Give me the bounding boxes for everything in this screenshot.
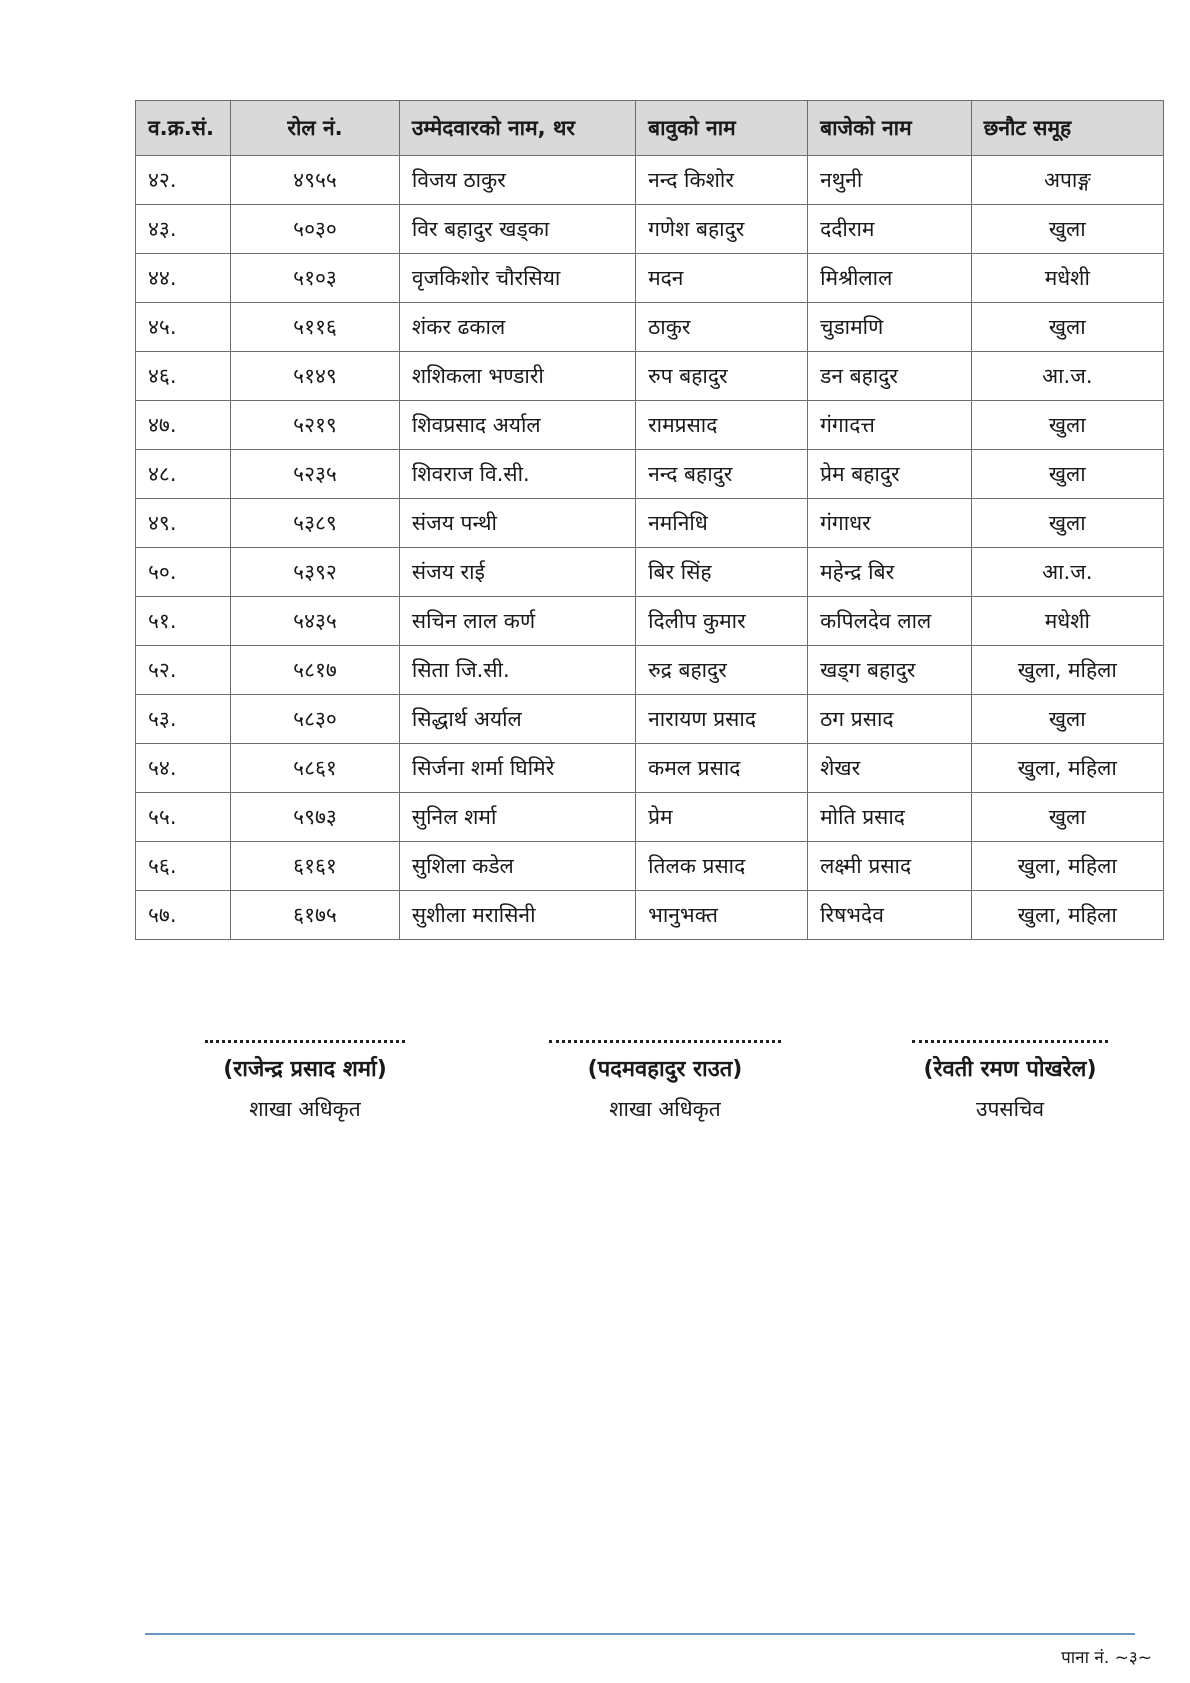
table-row xyxy=(136,793,1164,842)
cell-selection-group: अपाङ्ग xyxy=(971,156,1163,205)
table-row xyxy=(136,597,1164,646)
cell-candidate-name: वृजकिशोर चौरसिया xyxy=(399,254,635,303)
cell-grandfather-name: लक्ष्मी प्रसाद xyxy=(808,842,971,891)
cell-grandfather-name: कपिलदेव लाल xyxy=(808,597,971,646)
cell-candidate-name: सिता जि.सी. xyxy=(399,646,635,695)
cell-selection-group: खुला, महिला xyxy=(971,842,1163,891)
cell-grandfather-name: चुडामणि xyxy=(808,303,971,352)
cell-selection-group: खुला xyxy=(971,793,1163,842)
cell-father-name: कमल प्रसाद xyxy=(636,744,808,793)
cell-roll-number: ५११६ xyxy=(231,303,400,352)
header-father-name: बावुको नाम xyxy=(636,101,808,156)
cell-serial-number: ५०. xyxy=(136,548,231,597)
cell-roll-number: ५९७३ xyxy=(231,793,400,842)
table-row xyxy=(136,156,1164,205)
cell-grandfather-name: ददीराम xyxy=(808,205,971,254)
cell-candidate-name: शशिकला भण्डारी xyxy=(399,352,635,401)
signature-block-3 xyxy=(860,1040,1160,1123)
cell-grandfather-name: रिषभदेव xyxy=(808,891,971,940)
cell-serial-number: ४४. xyxy=(136,254,231,303)
cell-grandfather-name: प्रेम बहादुर xyxy=(808,450,971,499)
cell-roll-number: ५२१९ xyxy=(231,401,400,450)
cell-selection-group: आ.ज. xyxy=(971,352,1163,401)
cell-grandfather-name: ठग प्रसाद xyxy=(808,695,971,744)
cell-serial-number: ५५. xyxy=(136,793,231,842)
signatory-title: उपसचिव xyxy=(975,1097,1045,1121)
header-grandfather-name: बाजेको नाम xyxy=(808,101,971,156)
cell-selection-group: मधेशी xyxy=(971,597,1163,646)
signatory-title: शाखा अधिकृत xyxy=(249,1097,361,1121)
cell-father-name: नारायण प्रसाद xyxy=(636,695,808,744)
table-row xyxy=(136,303,1164,352)
signatory-title: शाखा अधिकृत xyxy=(609,1097,721,1121)
signatory-name: (पदमवहादुर राउत) xyxy=(587,1057,743,1082)
cell-grandfather-name: खड्ग बहादुर xyxy=(808,646,971,695)
signatory-name: (राजेन्द्र प्रसाद शर्मा) xyxy=(223,1057,387,1082)
cell-roll-number: ५८६१ xyxy=(231,744,400,793)
cell-serial-number: ५३. xyxy=(136,695,231,744)
cell-father-name: बिर सिंह xyxy=(636,548,808,597)
cell-selection-group: खुला xyxy=(971,450,1163,499)
cell-selection-group: खुला, महिला xyxy=(971,744,1163,793)
cell-selection-group: खुला xyxy=(971,499,1163,548)
cell-serial-number: ४५. xyxy=(136,303,231,352)
cell-candidate-name: सिर्जना शर्मा घिमिरे xyxy=(399,744,635,793)
cell-selection-group: मधेशी xyxy=(971,254,1163,303)
cell-father-name: ठाकुर xyxy=(636,303,808,352)
cell-father-name: रुद्र बहादुर xyxy=(636,646,808,695)
cell-serial-number: ५२. xyxy=(136,646,231,695)
table-row xyxy=(136,842,1164,891)
signatory-name: (रेवती रमण पोखरेल) xyxy=(923,1057,1097,1082)
table-row xyxy=(136,254,1164,303)
table-row xyxy=(136,744,1164,793)
cell-selection-group: खुला xyxy=(971,695,1163,744)
signature-block-2 xyxy=(515,1040,815,1123)
cell-father-name: नन्द किशोर xyxy=(636,156,808,205)
cell-roll-number: ५१४९ xyxy=(231,352,400,401)
cell-candidate-name: संजय राई xyxy=(399,548,635,597)
cell-grandfather-name: गंगादत्त xyxy=(808,401,971,450)
cell-serial-number: ५१. xyxy=(136,597,231,646)
page-number: पाना नं. ~३~ xyxy=(1061,1648,1152,1668)
cell-candidate-name: विजय ठाकुर xyxy=(399,156,635,205)
cell-selection-group: खुला, महिला xyxy=(971,646,1163,695)
cell-candidate-name: सुनिल शर्मा xyxy=(399,793,635,842)
header-roll-number: रोल नं. xyxy=(231,101,400,156)
table-row xyxy=(136,548,1164,597)
cell-candidate-name: सुशिला कडेल xyxy=(399,842,635,891)
cell-candidate-name: शंकर ढकाल xyxy=(399,303,635,352)
cell-candidate-name: शिवप्रसाद अर्याल xyxy=(399,401,635,450)
cell-serial-number: ५४. xyxy=(136,744,231,793)
cell-roll-number: ५४३५ xyxy=(231,597,400,646)
cell-father-name: दिलीप कुमार xyxy=(636,597,808,646)
signature-block-1 xyxy=(155,1040,455,1123)
table-row xyxy=(136,205,1164,254)
cell-serial-number: ४७. xyxy=(136,401,231,450)
candidate-results-table xyxy=(135,100,1164,940)
cell-selection-group: खुला, महिला xyxy=(971,891,1163,940)
cell-serial-number: ४८. xyxy=(136,450,231,499)
cell-grandfather-name: महेन्द्र बिर xyxy=(808,548,971,597)
cell-grandfather-name: गंगाधर xyxy=(808,499,971,548)
table-header-row xyxy=(136,101,1164,156)
cell-candidate-name: शिवराज वि.सी. xyxy=(399,450,635,499)
cell-candidate-name: विर बहादुर खड्का xyxy=(399,205,635,254)
cell-candidate-name: सिद्धार्थ अर्याल xyxy=(399,695,635,744)
cell-father-name: मदन xyxy=(636,254,808,303)
table-body xyxy=(136,156,1164,940)
table-row xyxy=(136,695,1164,744)
header-selection-group: छनौट समूह xyxy=(971,101,1163,156)
cell-roll-number: ५३९२ xyxy=(231,548,400,597)
cell-grandfather-name: शेखर xyxy=(808,744,971,793)
table-row xyxy=(136,646,1164,695)
cell-serial-number: ५६. xyxy=(136,842,231,891)
cell-selection-group: खुला xyxy=(971,303,1163,352)
header-candidate-name: उम्मेदवारको नाम, थर xyxy=(399,101,635,156)
cell-roll-number: ५३८९ xyxy=(231,499,400,548)
cell-candidate-name: सुशीला मरासिनी xyxy=(399,891,635,940)
cell-grandfather-name: डन बहादुर xyxy=(808,352,971,401)
cell-roll-number: ६१७५ xyxy=(231,891,400,940)
cell-grandfather-name: मोति प्रसाद xyxy=(808,793,971,842)
cell-serial-number: ४३. xyxy=(136,205,231,254)
cell-father-name: रामप्रसाद xyxy=(636,401,808,450)
cell-grandfather-name: नथुनी xyxy=(808,156,971,205)
cell-selection-group: खुला xyxy=(971,205,1163,254)
cell-father-name: भानुभक्त xyxy=(636,891,808,940)
signature-line xyxy=(912,1040,1108,1043)
cell-father-name: तिलक प्रसाद xyxy=(636,842,808,891)
cell-selection-group: खुला xyxy=(971,401,1163,450)
cell-father-name: नमनिधि xyxy=(636,499,808,548)
cell-roll-number: ५८३० xyxy=(231,695,400,744)
table-row xyxy=(136,450,1164,499)
cell-father-name: प्रेम xyxy=(636,793,808,842)
cell-candidate-name: संजय पन्थी xyxy=(399,499,635,548)
cell-candidate-name: सचिन लाल कर्ण xyxy=(399,597,635,646)
header-serial-number: व.क्र.सं. xyxy=(136,101,231,156)
cell-roll-number: ६१६१ xyxy=(231,842,400,891)
footer-divider xyxy=(145,1633,1135,1635)
cell-serial-number: ५७. xyxy=(136,891,231,940)
cell-roll-number: ५०३० xyxy=(231,205,400,254)
cell-serial-number: ४२. xyxy=(136,156,231,205)
table-row xyxy=(136,891,1164,940)
cell-father-name: गणेश बहादुर xyxy=(636,205,808,254)
cell-grandfather-name: मिश्रीलाल xyxy=(808,254,971,303)
cell-father-name: नन्द बहादुर xyxy=(636,450,808,499)
cell-roll-number: ४९५५ xyxy=(231,156,400,205)
cell-selection-group: आ.ज. xyxy=(971,548,1163,597)
table-row xyxy=(136,499,1164,548)
cell-serial-number: ४६. xyxy=(136,352,231,401)
cell-roll-number: ५८१७ xyxy=(231,646,400,695)
signature-line xyxy=(205,1040,405,1043)
cell-roll-number: ५१०३ xyxy=(231,254,400,303)
signature-line xyxy=(549,1040,781,1043)
cell-father-name: रुप बहादुर xyxy=(636,352,808,401)
cell-serial-number: ४९. xyxy=(136,499,231,548)
table-row xyxy=(136,401,1164,450)
cell-roll-number: ५२३५ xyxy=(231,450,400,499)
table-row xyxy=(136,352,1164,401)
